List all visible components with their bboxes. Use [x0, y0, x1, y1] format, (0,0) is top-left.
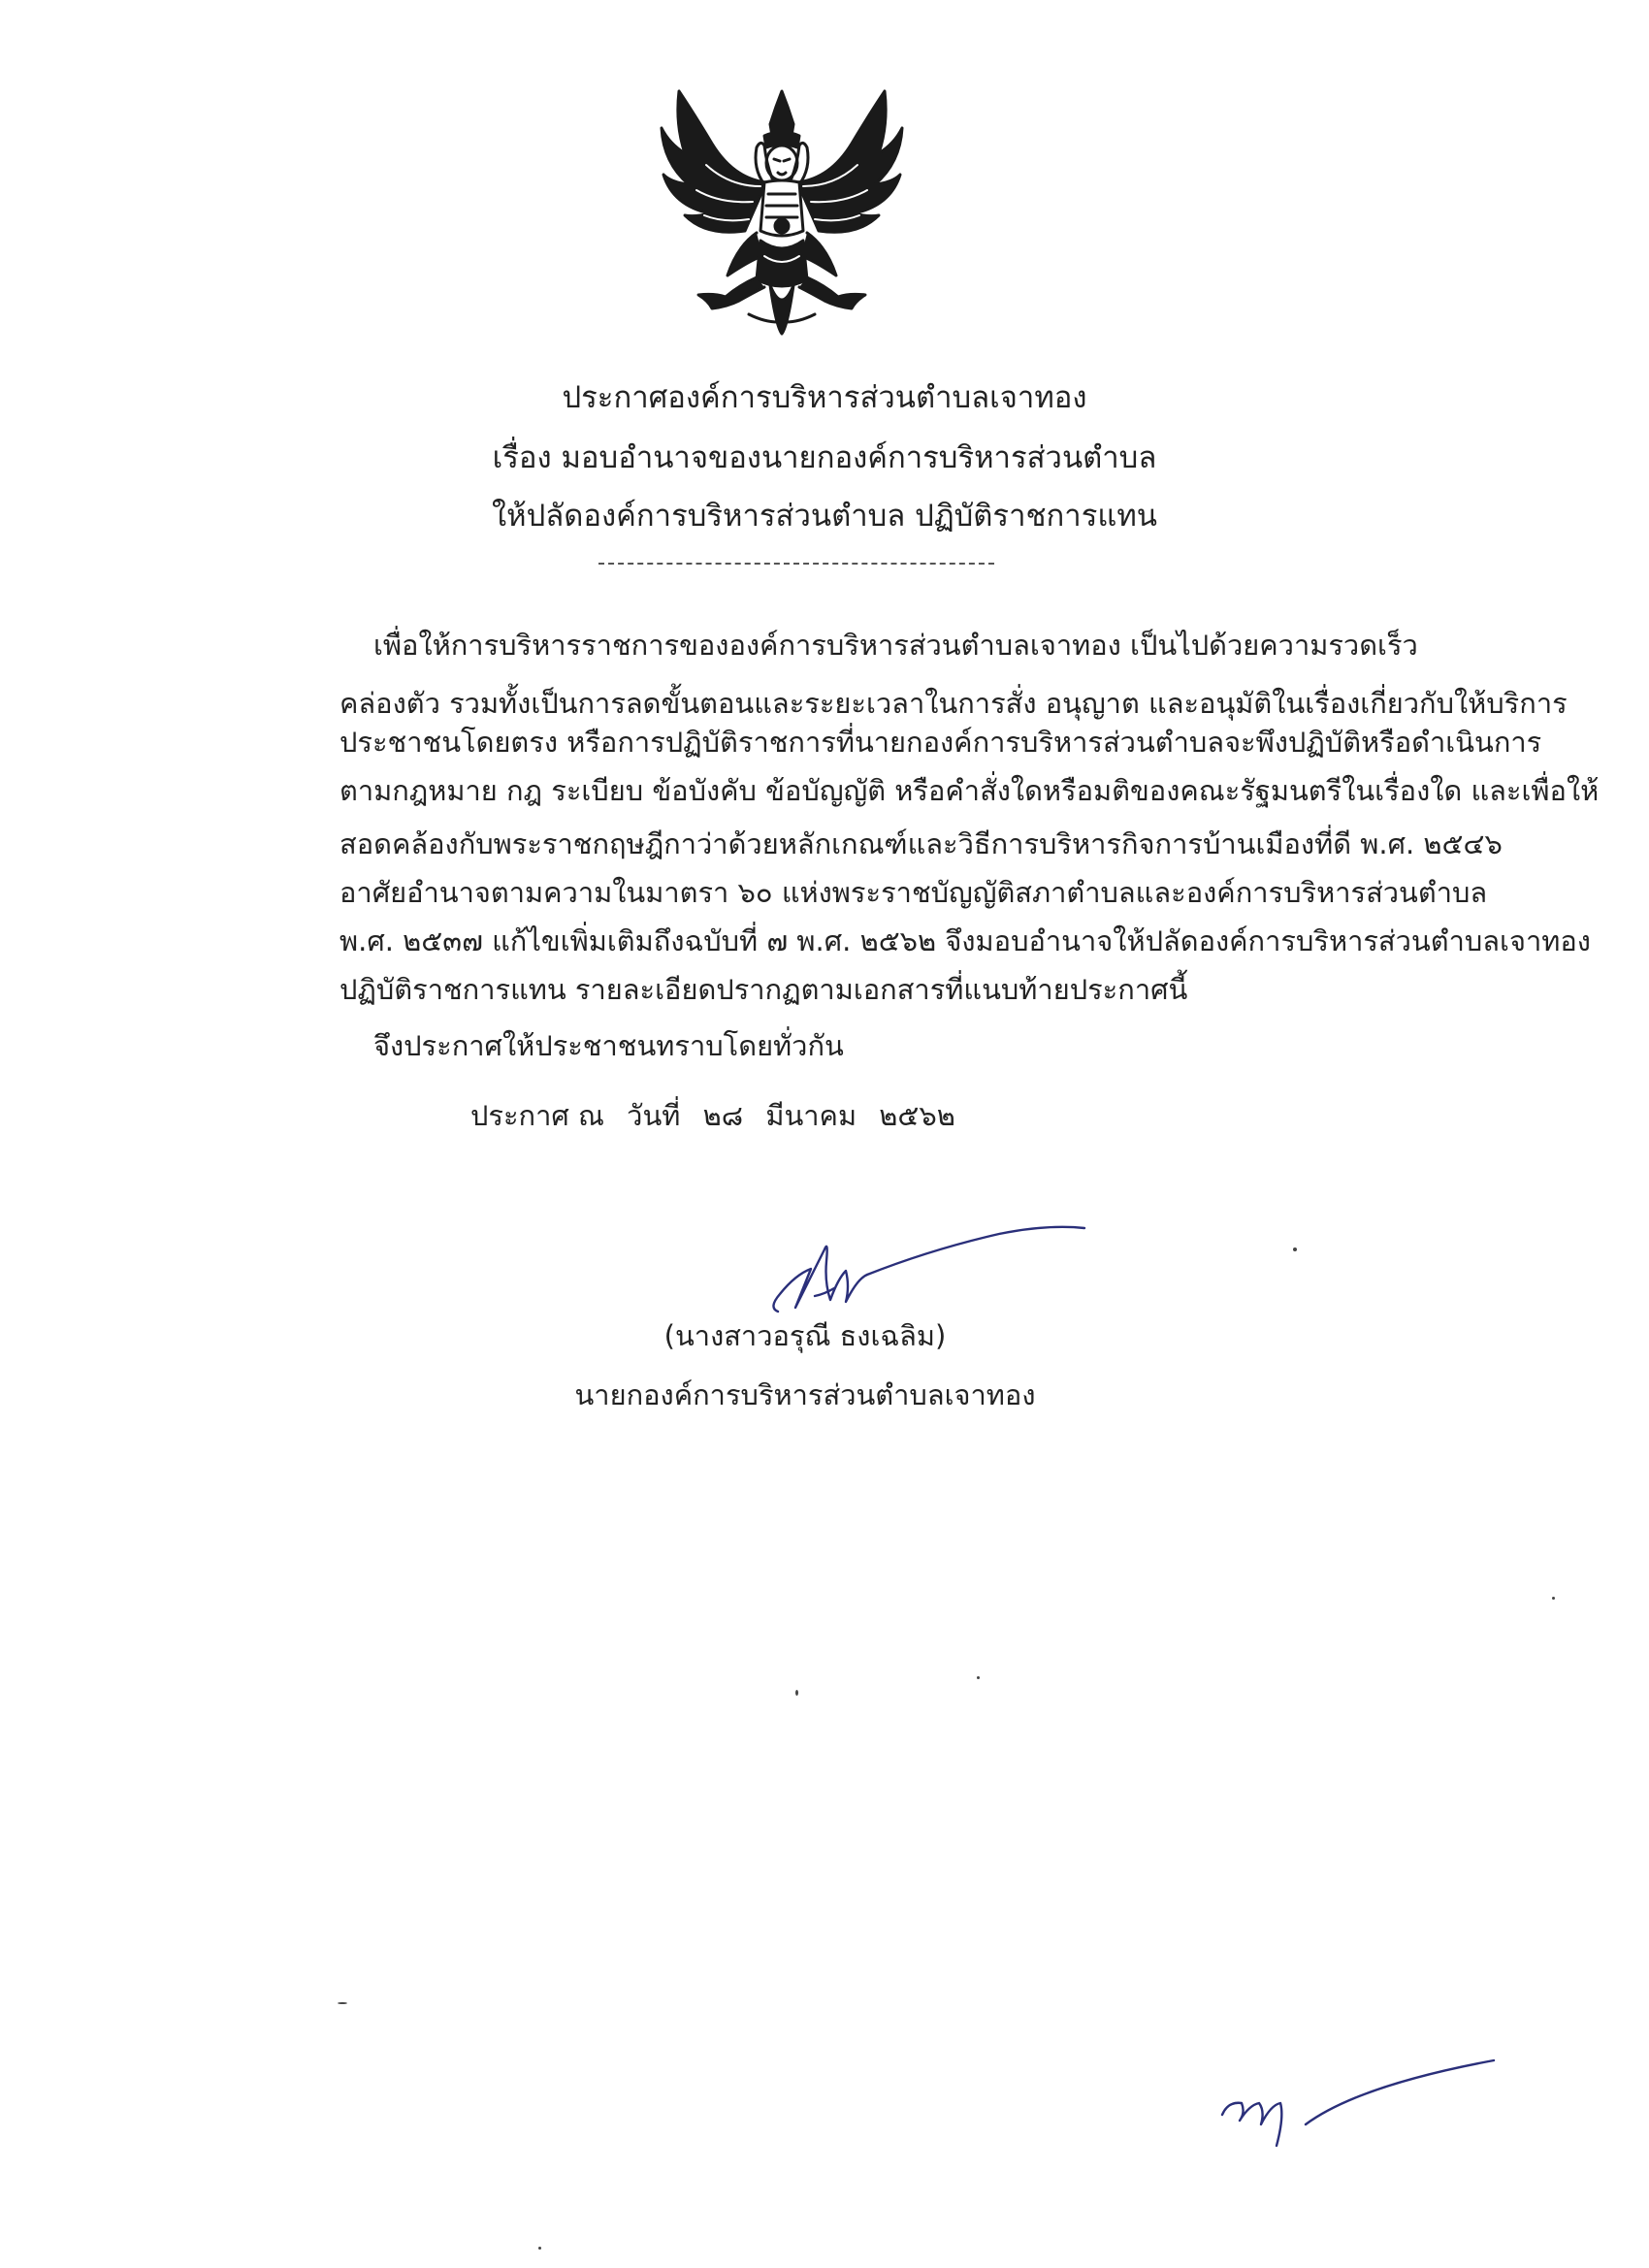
scan-speck: [338, 2002, 347, 2004]
closing-statement: จึงประกาศให้ประชาชนทราบโดยทั่วกัน: [373, 1029, 844, 1062]
announcement-subject: เรื่อง มอบอำนาจของนายกองค์การบริหารส่วนตำบล: [492, 440, 1157, 475]
date-month: มีนาคม: [765, 1099, 857, 1132]
date-day: ๒๘: [702, 1099, 744, 1132]
scan-speck: [1293, 1247, 1297, 1251]
scan-speck: [795, 1690, 798, 1696]
signature-icon: [757, 1211, 1096, 1317]
body-line: คล่องตัว รวมทั้งเป็นการลดขั้นตอนและระยะเวลาในการสั่ง อนุญาต และอนุมัติในเรื่องเกี่ยวกับให้บริการ: [340, 687, 1568, 720]
body-line: ปฏิบัติราชการแทน รายละเอียดปรากฏตามเอกสารที่แนบท้ายประกาศนี้: [340, 973, 1188, 1006]
body-line: สอดคล้องกับพระราชกฤษฎีกาว่าด้วยหลักเกณฑ์และวิธีการบริหารกิจการบ้านเมืองที่ดี พ.ศ. ๒๕๔๖: [340, 827, 1503, 860]
body-line: เพื่อให้การบริหารราชการขององค์การบริหารส่วนตำบลเจาทอง เป็นไปด้วยความรวดเร็ว: [373, 629, 1418, 662]
signer-title: นายกองค์การบริหารส่วนตำบลเจาทอง: [574, 1378, 1036, 1411]
signer-name: (นางสาวอรุณี ธงเฉลิม): [663, 1319, 947, 1352]
announcement-date: [470, 1096, 969, 1135]
date-year: ๒๕๖๒: [879, 1099, 955, 1132]
scan-speck: [538, 2247, 541, 2250]
body-line: ตามกฎหมาย กฎ ระเบียบ ข้อบังคับ ข้อบัญญัติ หรือคำสั่งใดหรือมติของคณะรัฐมนตรีในเรื่องใด และเพื่อให้: [340, 774, 1600, 807]
scan-speck: [1552, 1597, 1555, 1600]
initials-icon: [1212, 2057, 1504, 2154]
heading-divider: [598, 563, 994, 565]
date-prefix: ประกาศ ณ: [470, 1099, 604, 1132]
body-line: ประชาชนโดยตรง หรือการปฏิบัติราชการที่นายกองค์การบริหารส่วนตำบลจะพึงปฏิบัติหรือดำเนินการ: [340, 726, 1542, 759]
body-line: พ.ศ. ๒๕๓๗ แก้ไขเพิ่มเติมถึงฉบับที่ ๗ พ.ศ. ๒๕๖๒ จึงมอบอำนาจให้ปลัดองค์การบริหารส่วนตำบลเจาทอง: [340, 924, 1591, 957]
garuda-emblem-icon: [656, 85, 908, 340]
date-day-label: วันที่: [627, 1099, 681, 1132]
body-line: อาศัยอำนาจตามความในมาตรา ๖๐ แห่งพระราชบัญญัติสภาตำบลและองค์การบริหารส่วนตำบล: [340, 876, 1488, 909]
announcement-title: ประกาศองค์การบริหารส่วนตำบลเจาทอง: [562, 380, 1087, 415]
announcement-subject-continued: ให้ปลัดองค์การบริหารส่วนตำบล ปฏิบัติราชการแทน: [492, 499, 1157, 534]
scan-speck: [977, 1676, 980, 1679]
